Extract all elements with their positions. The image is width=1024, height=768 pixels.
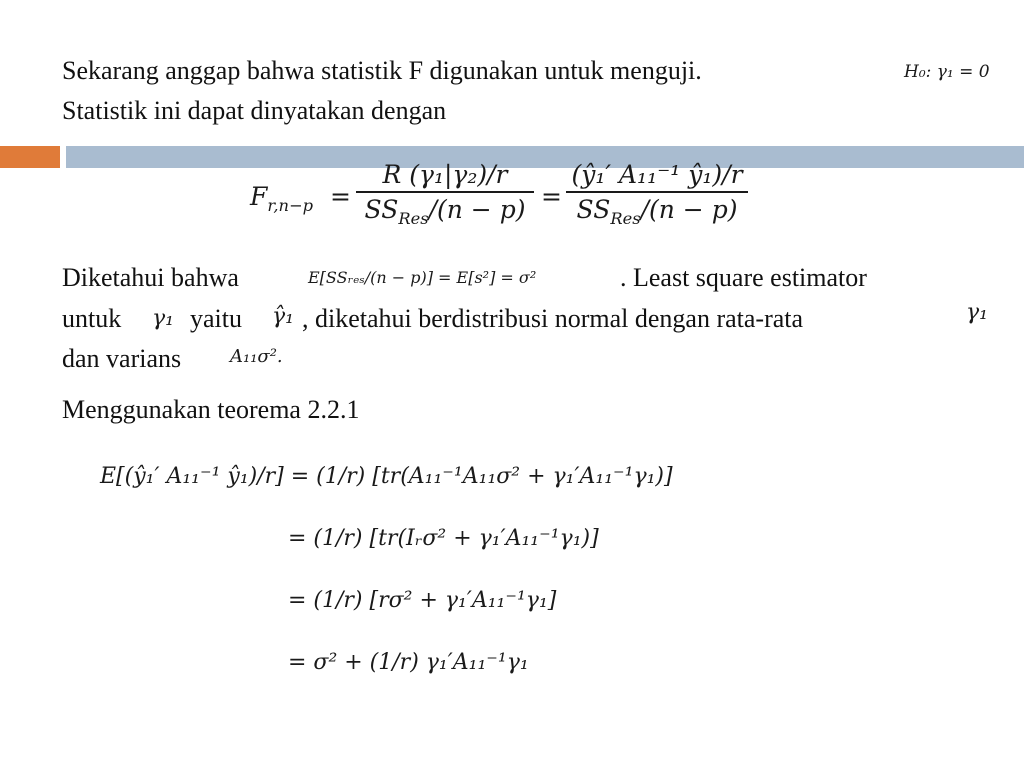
equals-2: = <box>541 182 562 211</box>
intro-line-1: Sekarang anggap bahwa statistik F digunakan untuk menguji. <box>62 56 702 85</box>
derivation-line-4: = σ² + (1/r) γ₁′A₁₁⁻¹γ₁ <box>288 650 529 675</box>
dan-varians-text: dan varians <box>62 344 182 373</box>
least-square-text: . Least square estimator <box>620 263 867 292</box>
theorem-reference: Menggunakan teorema 2.2.1 <box>62 395 360 424</box>
variance-expression: A₁₁σ². <box>230 346 283 367</box>
fraction-2 <box>566 160 748 228</box>
fraction-1-bar <box>356 191 534 193</box>
expectation-equation: E[SSᵣₑₛ/(n − p)] = E[s²] = σ² <box>308 268 537 287</box>
distribution-text: , diketahui berdistribusi normal dengan rata-rata <box>302 304 804 333</box>
accent-bar-blue <box>66 146 1024 168</box>
fraction-2-numerator: (ŷ₁′ A₁₁⁻¹ ŷ₁)/r <box>571 160 743 189</box>
derivation-line-1: E[(ŷ₁′ A₁₁⁻¹ ŷ₁)/r] = (1/r) [tr(A₁₁⁻¹A₁₁σ² + γ₁′A₁₁⁻¹γ₁)] <box>100 464 673 489</box>
derivation-line-3: = (1/r) [rσ² + γ₁′A₁₁⁻¹γ₁] <box>288 588 557 613</box>
gamma1-symbol: γ₁ <box>152 306 174 331</box>
equals-1: = <box>330 182 351 211</box>
fraction-1 <box>356 160 534 228</box>
f-symbol: F <box>250 182 268 211</box>
derivation-line-2: = (1/r) [tr(Iᵣσ² + γ₁′A₁₁⁻¹γ₁)] <box>288 526 599 551</box>
fraction-1-numerator: R (γ₁|γ₂)/r <box>382 160 508 189</box>
gamma1-hat-symbol: γ̂₁ <box>272 304 294 329</box>
fraction-2-bar <box>566 191 748 193</box>
f-lhs <box>250 182 313 215</box>
h0-equation: H₀: γ₁ = 0 <box>904 62 990 82</box>
yaitu-text: yaitu <box>190 304 242 333</box>
accent-bar-orange <box>0 146 60 168</box>
diketahui-text: Diketahui bahwa <box>62 263 239 292</box>
intro-line-2: Statistik ini dapat dinyatakan dengan <box>62 96 447 125</box>
untuk-text: untuk <box>62 304 122 333</box>
fraction-1-denominator: $SS_{Res}/(n - p)$ <box>364 195 526 228</box>
fraction-2-denominator: $SS_{Res}/(n - p)$ <box>576 195 738 228</box>
f-subscript: r,n−p <box>267 196 313 215</box>
gamma1-mean-symbol: γ₁ <box>966 300 988 325</box>
